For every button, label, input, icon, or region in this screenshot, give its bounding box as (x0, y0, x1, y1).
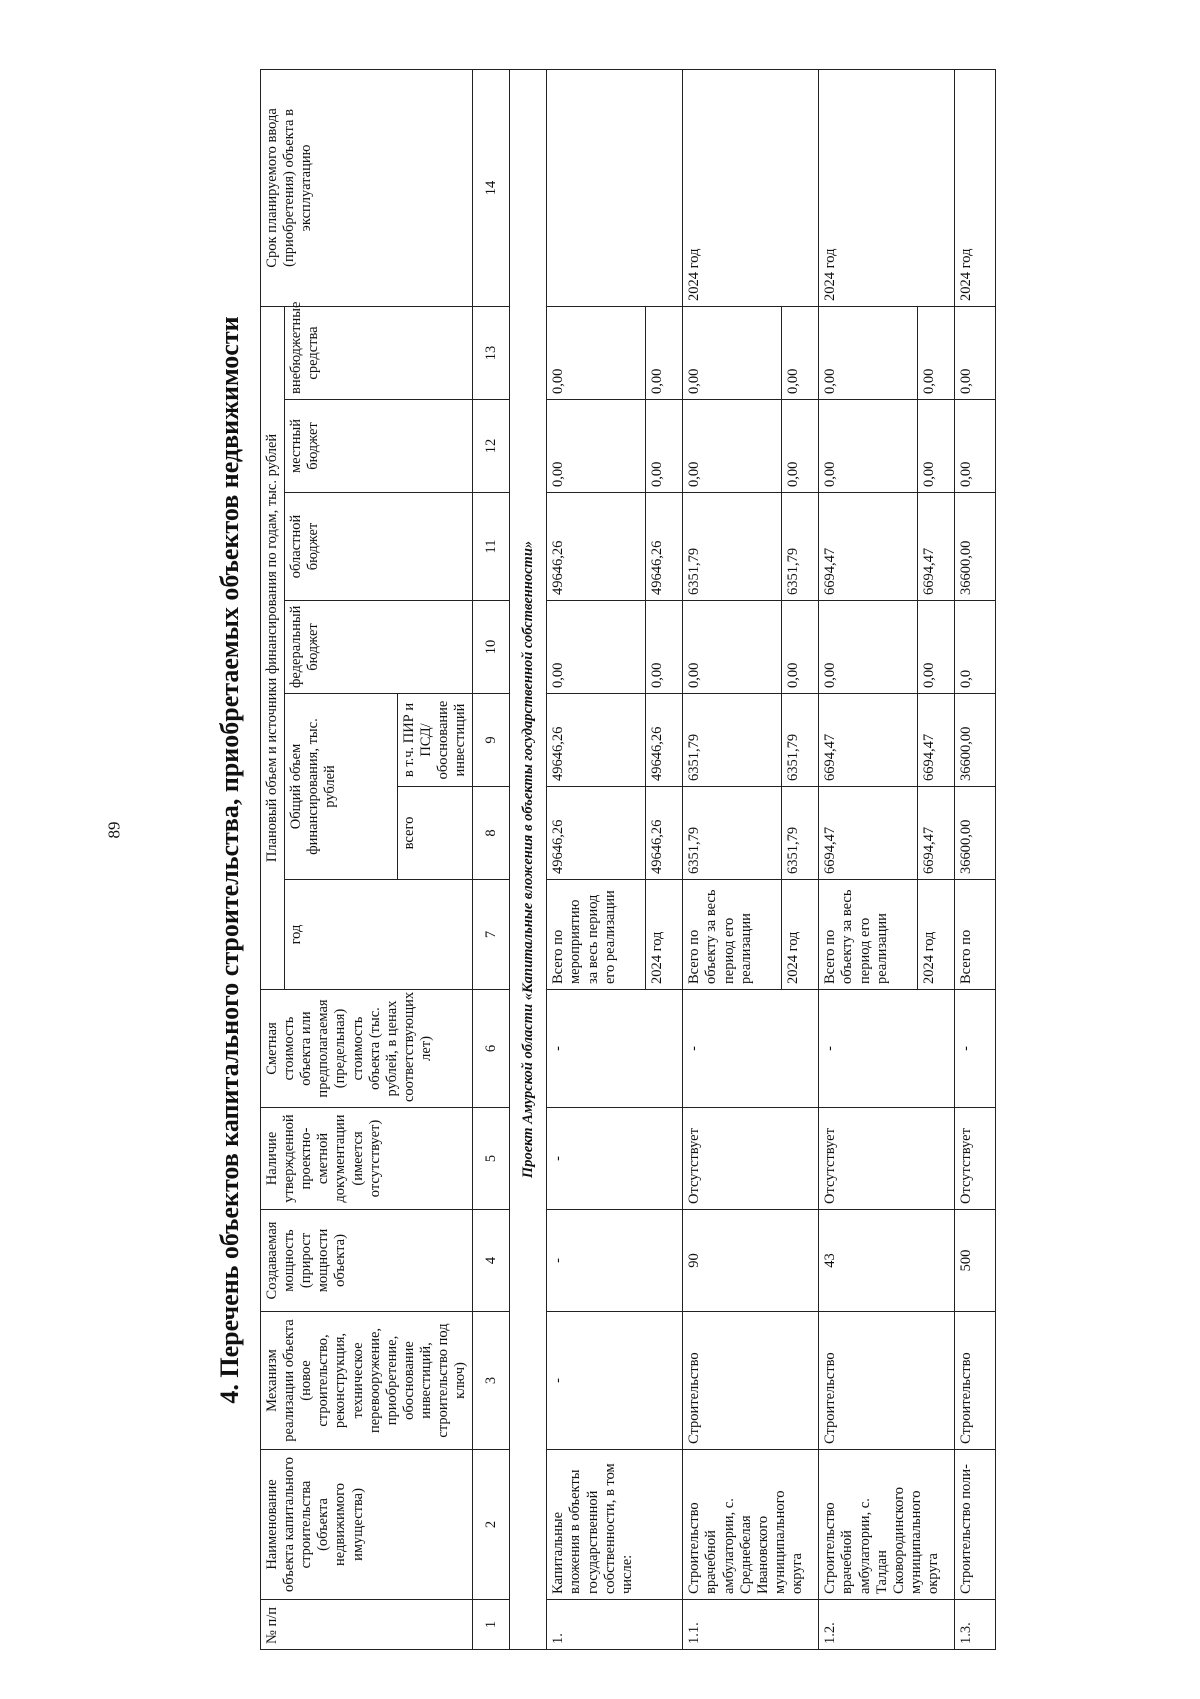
row-total: 49646,26 (547, 787, 646, 880)
header-docs: Наличие утвержденной проектно-сметной документации (имеется отсутствует) (261, 1108, 473, 1210)
row-regional: 36600,00 (955, 493, 996, 601)
row-total: 36600,00 (955, 787, 996, 880)
row-extra: 0,00 (819, 306, 918, 399)
row-federal: 0,00 (547, 601, 646, 694)
column-number: 4 (473, 1210, 510, 1312)
row-total: 6694,47 (918, 787, 955, 880)
row-mechanism: Строительство (819, 1312, 955, 1450)
column-number: 3 (473, 1312, 510, 1450)
header-local: местный бюджет (285, 400, 473, 493)
row-mechanism: Строительство (955, 1312, 996, 1450)
table-row (547, 69, 646, 1649)
row-year: Всего по мероприятию за весь период его реализации (547, 880, 646, 990)
row-num: 1. (547, 1600, 683, 1650)
column-number: 9 (473, 694, 510, 787)
row-docs: Отсутствует (683, 1108, 819, 1210)
row-regional: 6694,47 (819, 493, 918, 601)
row-total: 6694,47 (819, 787, 918, 880)
row-regional: 6351,79 (782, 493, 819, 601)
row-year: 2024 год (918, 880, 955, 990)
document-page (200, 70, 1200, 1650)
row-local: 0,00 (646, 400, 683, 493)
header-extra: внебюджетные средства (285, 306, 473, 399)
column-number: 6 (473, 990, 510, 1108)
row-term (547, 69, 683, 306)
header-incl-pir: в т.ч. ПИР и ПСД/ обоснование инвестиций (397, 694, 472, 787)
row-term: 2024 год (819, 69, 955, 306)
header-capacity: Создаваемая мощность (прирост мощности объекта) (261, 1210, 473, 1312)
row-cost: - (547, 990, 683, 1108)
row-federal: 0,00 (683, 601, 782, 694)
row-year: Всего по объекту за весь период его реализации (683, 880, 782, 990)
header-total: всего (397, 787, 472, 880)
column-number: 14 (473, 69, 510, 306)
row-federal: 0,00 (819, 601, 918, 694)
row-regional: 49646,26 (646, 493, 683, 601)
row-year: 2024 год (646, 880, 683, 990)
row-mechanism: Строительство (683, 1312, 819, 1450)
row-total: 6351,79 (683, 787, 782, 880)
row-total: 49646,26 (646, 787, 683, 880)
row-name: Строительство врачебной амбулатории, с. Талдан Сковородинского муниципального округа (819, 1450, 955, 1600)
row-term: 2024 год (955, 69, 996, 306)
header-total-volume: Общий объем финансирования, тыс. рублей (285, 694, 398, 880)
row-num: 1.3. (955, 1600, 996, 1650)
row-extra: 0,00 (547, 306, 646, 399)
document-title: 4. Перечень объектов капитального строительства, приобретаемых объектов недвижимости (215, 316, 244, 1404)
table-row (819, 69, 918, 1649)
row-federal: 0,0 (955, 601, 996, 694)
row-federal: 0,00 (782, 601, 819, 694)
row-local: 0,00 (819, 400, 918, 493)
column-number: 1 (473, 1600, 510, 1650)
row-year: Всего по объекту за весь период его реализации (819, 880, 918, 990)
row-regional: 6351,79 (683, 493, 782, 601)
column-number: 8 (473, 787, 510, 880)
header-year: год (285, 880, 473, 990)
header-mechanism: Механизм реализации объекта (новое строительство, реконструкция, техническое перевооружение, приобретение, обоснование инвестиций, строительство под ключ) (261, 1312, 473, 1450)
header-name: Наименование объекта капитального строительства (объекта недвижимого имущества) (261, 1450, 473, 1600)
row-local: 0,00 (955, 400, 996, 493)
header-cost: Сметная стоимость объекта или предполагаемая (предельная) стоимость объекта (тыс. рублей, в ценах соответствующих лет) (261, 990, 473, 1108)
row-num: 1.2. (819, 1600, 955, 1650)
table-row (955, 69, 996, 1649)
row-docs: - (547, 1108, 683, 1210)
row-name: Строительство поли- (955, 1450, 996, 1600)
row-cost: - (683, 990, 819, 1108)
row-name: Строительство врачебной амбулатории, с. Среднебелая Ивановского муниципального округа (683, 1450, 819, 1600)
row-num: 1.1. (683, 1600, 819, 1650)
row-pir: 49646,26 (646, 694, 683, 787)
row-regional: 49646,26 (547, 493, 646, 601)
column-number: 5 (473, 1108, 510, 1210)
column-number: 13 (473, 306, 510, 399)
table-row (683, 69, 782, 1649)
row-capacity: 500 (955, 1210, 996, 1312)
capital-objects-table (260, 69, 996, 1650)
row-federal: 0,00 (918, 601, 955, 694)
row-local: 0,00 (683, 400, 782, 493)
row-pir: 36600,00 (955, 694, 996, 787)
row-local: 0,00 (918, 400, 955, 493)
column-number: 11 (473, 493, 510, 601)
column-number-row (473, 69, 510, 1649)
section-row (510, 69, 547, 1649)
row-term: 2024 год (683, 69, 819, 306)
row-cost: - (955, 990, 996, 1108)
row-pir: 6351,79 (782, 694, 819, 787)
row-extra: 0,00 (918, 306, 955, 399)
row-local: 0,00 (547, 400, 646, 493)
row-extra: 0,00 (646, 306, 683, 399)
column-number: 12 (473, 400, 510, 493)
row-local: 0,00 (782, 400, 819, 493)
row-docs: Отсутствует (819, 1108, 955, 1210)
row-pir: 6351,79 (683, 694, 782, 787)
header-row (261, 69, 285, 1649)
row-federal: 0,00 (646, 601, 683, 694)
row-extra: 0,00 (782, 306, 819, 399)
row-cost: - (819, 990, 955, 1108)
column-number: 10 (473, 601, 510, 694)
row-year: Всего по (955, 880, 996, 990)
row-capacity: 90 (683, 1210, 819, 1312)
section-title: Проект Амурской области «Капитальные вложения в объекты государственной собственности» (510, 69, 547, 1649)
header-federal: федеральный бюджет (285, 601, 473, 694)
row-pir: 6694,47 (819, 694, 918, 787)
row-capacity: 43 (819, 1210, 955, 1312)
row-mechanism: - (547, 1312, 683, 1450)
row-pir: 6694,47 (918, 694, 955, 787)
row-capacity: - (547, 1210, 683, 1312)
row-docs: Отсутствует (955, 1108, 996, 1210)
row-pir: 49646,26 (547, 694, 646, 787)
row-total: 6351,79 (782, 787, 819, 880)
column-number: 7 (473, 880, 510, 990)
row-extra: 0,00 (683, 306, 782, 399)
page-number: 89 (104, 821, 124, 839)
row-year: 2024 год (782, 880, 819, 990)
header-financing-group: Плановый объем и источники финансирования по годам, тыс. рублей (261, 306, 285, 989)
header-num: № п/п (261, 1600, 473, 1650)
header-regional: областной бюджет (285, 493, 473, 601)
row-name: Капитальные вложения в объекты государственной собственности, в том числе: (547, 1450, 683, 1600)
row-regional: 6694,47 (918, 493, 955, 601)
header-term: Срок планируемого ввода (приобретения) объекта в эксплуатацию (261, 69, 473, 306)
column-number: 2 (473, 1450, 510, 1600)
row-extra: 0,00 (955, 306, 996, 399)
